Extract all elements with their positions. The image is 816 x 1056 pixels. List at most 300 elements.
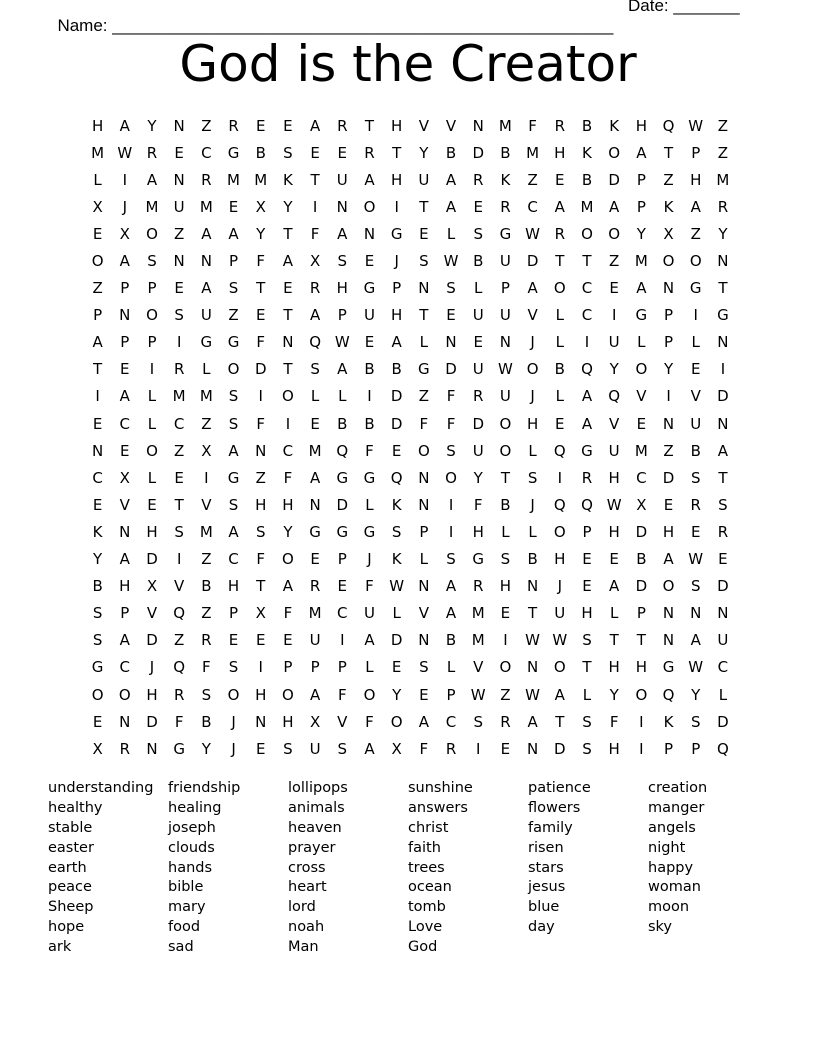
grid-letter: O	[282, 685, 294, 704]
grid-letter: G	[390, 224, 403, 243]
grid-letter: M	[634, 441, 648, 460]
grid-letter: P	[337, 550, 347, 569]
grid-letter: T	[93, 360, 103, 379]
grid-letter: E	[283, 279, 293, 298]
grid-letter: H	[391, 170, 403, 189]
grid-letter: Z	[92, 279, 103, 298]
grid-letter: V	[636, 387, 647, 406]
grid-letter: J	[530, 333, 535, 352]
grid-letter: Q	[309, 333, 321, 352]
name-field-label: Name: _____________________________________________________	[57, 16, 614, 35]
grid-letter: G	[363, 522, 376, 541]
grid-letter: S	[446, 441, 456, 460]
grid-letter: O	[553, 658, 566, 677]
grid-letter: E	[92, 224, 103, 243]
grid-letter: P	[93, 306, 103, 325]
grid-letter: M	[634, 252, 648, 271]
grid-letter: G	[173, 739, 185, 758]
grid-letter: H	[391, 306, 403, 325]
grid-letter: P	[392, 279, 402, 298]
grid-letter: F	[446, 387, 456, 406]
grid-letter: D	[390, 414, 403, 433]
grid-letter: B	[201, 712, 212, 731]
word-list-item: noah	[288, 919, 325, 936]
grid-letter: N	[662, 604, 675, 623]
grid-letter: F	[419, 739, 429, 758]
word-list-item: sunshine	[408, 780, 473, 796]
grid-letter: A	[119, 631, 130, 650]
grid-letter: N	[662, 279, 675, 298]
grid-letter: N	[255, 712, 267, 731]
grid-letter: K	[609, 116, 620, 135]
grid-letter: X	[636, 495, 647, 514]
grid-letter: P	[337, 306, 347, 325]
grid-letter: E	[391, 658, 402, 677]
grid-letter: E	[473, 197, 483, 216]
word-list-item: bible	[168, 879, 204, 896]
grid-letter: H	[255, 495, 267, 514]
grid-letter: O	[363, 685, 376, 704]
grid-letter: M	[580, 197, 594, 216]
grid-letter: J	[231, 739, 236, 758]
word-list-item: healthy	[48, 799, 103, 816]
grid-letter: E	[92, 712, 103, 731]
grid-letter: B	[201, 577, 212, 596]
grid-letter: T	[256, 577, 266, 596]
grid-letter: H	[282, 712, 294, 731]
grid-letter: O	[118, 685, 131, 704]
grid-letter: S	[718, 495, 728, 514]
grid-letter: A	[445, 197, 457, 216]
grid-letter: I	[720, 360, 726, 379]
grid-letter: H	[635, 658, 647, 677]
grid-letter: V	[445, 116, 457, 135]
grid-letter: H	[690, 170, 702, 189]
header-fields	[48, 0, 748, 35]
grid-letter: P	[664, 306, 674, 325]
grid-letter: D	[635, 522, 648, 541]
grid-letter: Z	[201, 414, 212, 433]
grid-letter: R	[337, 116, 348, 135]
grid-letter: N	[690, 604, 702, 623]
grid-letter: E	[310, 414, 320, 433]
grid-letter: Y	[201, 739, 211, 758]
word-list-item: patience	[528, 780, 591, 796]
grid-letter: H	[608, 739, 620, 758]
grid-letter: E	[310, 550, 320, 569]
grid-letter: G	[227, 468, 240, 487]
grid-letter: U	[418, 170, 430, 189]
grid-letter: T	[283, 360, 293, 379]
grid-letter: A	[228, 441, 239, 460]
grid-letter: D	[526, 252, 539, 271]
grid-letter: I	[285, 414, 291, 433]
grid-letter: H	[336, 279, 348, 298]
word-list-item: heart	[288, 879, 327, 896]
grid-letter: H	[526, 414, 539, 433]
grid-letter: Q	[390, 468, 403, 487]
grid-letter: C	[717, 658, 729, 677]
grid-letter: I	[639, 712, 644, 731]
word-list-item: sad	[168, 939, 194, 956]
grid-letter: A	[119, 550, 130, 569]
grid-letter: Y	[147, 116, 157, 135]
grid-letter: L	[147, 414, 157, 433]
grid-letter: R	[119, 739, 130, 758]
grid-letter: D	[390, 631, 403, 650]
grid-letter: C	[228, 550, 239, 569]
grid-letter: X	[119, 468, 130, 487]
grid-letter: B	[500, 143, 511, 162]
word-list-item: hands	[168, 859, 213, 876]
grid-letter: I	[448, 522, 454, 541]
grid-letter: X	[391, 739, 402, 758]
grid-letter: M	[308, 604, 322, 623]
grid-letter: M	[199, 387, 213, 406]
grid-letter: A	[690, 631, 701, 650]
grid-letter: D	[472, 414, 484, 433]
grid-letter: S	[228, 279, 239, 298]
grid-letter: B	[527, 550, 538, 569]
grid-letter: N	[445, 333, 457, 352]
grid-letter: U	[608, 441, 620, 460]
grid-letter: T	[609, 631, 619, 650]
word-list-item: ark	[48, 939, 72, 956]
grid-letter: E	[337, 577, 348, 596]
grid-letter: N	[526, 739, 539, 758]
grid-letter: S	[473, 712, 483, 731]
grid-letter: S	[92, 631, 103, 650]
grid-letter: O	[526, 360, 539, 379]
grid-letter: L	[609, 604, 619, 623]
grid-letter: E	[690, 360, 701, 379]
grid-letter: U	[499, 252, 511, 271]
grid-letter: B	[255, 143, 266, 162]
grid-letter: W	[470, 685, 486, 704]
grid-letter: N	[717, 414, 729, 433]
grid-letter: E	[255, 116, 266, 135]
grid-letter: A	[92, 333, 103, 352]
grid-letter: O	[227, 685, 240, 704]
grid-letter: G	[418, 360, 430, 379]
word-list-item: moon	[648, 899, 690, 916]
word-column	[528, 779, 648, 958]
grid-letter: Q	[173, 604, 186, 623]
grid-letter: P	[310, 658, 320, 677]
grid-letter: L	[637, 333, 646, 352]
grid-letter: G	[336, 468, 349, 487]
grid-letter: I	[176, 333, 182, 352]
grid-letter: V	[418, 116, 429, 135]
grid-letter: N	[717, 604, 729, 623]
grid-letter: P	[120, 279, 130, 298]
grid-letter: W	[525, 631, 541, 650]
grid-letter: U	[554, 604, 566, 623]
grid-letter: L	[555, 387, 564, 406]
grid-letter: G	[689, 279, 702, 298]
grid-letter: R	[473, 577, 484, 596]
grid-letter: E	[174, 468, 184, 487]
grid-letter: V	[527, 306, 538, 325]
word-list-item: heaven	[288, 819, 342, 836]
grid-letter: O	[662, 252, 675, 271]
grid-letter: Q	[581, 360, 593, 379]
grid-letter: O	[499, 441, 512, 460]
grid-letter: O	[662, 577, 675, 596]
grid-letter: T	[555, 252, 565, 271]
grid-letter: O	[608, 143, 621, 162]
grid-letter: A	[201, 224, 212, 243]
grid-letter: S	[283, 739, 293, 758]
grid-letter: R	[473, 387, 484, 406]
grid-letter: R	[581, 468, 593, 487]
grid-letter: S	[174, 306, 184, 325]
grid-letter: K	[663, 197, 674, 216]
grid-letter: D	[336, 495, 349, 514]
grid-letter: M	[716, 170, 730, 189]
grid-letter: Q	[336, 441, 349, 460]
grid-letter: Z	[174, 224, 185, 243]
grid-letter: Z	[663, 441, 674, 460]
grid-letter: W	[606, 495, 622, 514]
grid-letter: R	[554, 224, 565, 243]
grid-letter: A	[527, 712, 538, 731]
grid-letter: M	[172, 387, 186, 406]
grid-letter: I	[448, 495, 454, 514]
grid-letter: E	[500, 739, 511, 758]
grid-letter: W	[389, 577, 405, 596]
grid-letter: A	[364, 170, 375, 189]
grid-letter: D	[445, 360, 457, 379]
grid-letter: P	[147, 279, 157, 298]
grid-letter: O	[146, 441, 158, 460]
grid-letter: F	[473, 495, 483, 514]
grid-letter: Y	[256, 224, 266, 243]
grid-letter: I	[95, 387, 100, 406]
grid-letter: P	[636, 170, 646, 189]
grid-letter: M	[498, 116, 512, 135]
word-list-item: answers	[408, 799, 468, 816]
grid-letter: U	[309, 631, 321, 650]
grid-letter: S	[527, 468, 538, 487]
grid-letter: O	[553, 279, 566, 298]
grid-letter: Z	[609, 252, 620, 271]
grid-letter: F	[419, 414, 429, 433]
word-list-item: clouds	[168, 839, 215, 856]
grid-letter: M	[471, 631, 485, 650]
grid-letter: H	[608, 468, 620, 487]
grid-letter: Q	[717, 739, 729, 758]
grid-letter: N	[363, 224, 376, 243]
grid-letter: T	[283, 224, 293, 243]
grid-letter: Q	[608, 387, 621, 406]
grid-letter: E	[255, 631, 266, 650]
grid-letter: S	[228, 414, 239, 433]
grid-letter: Y	[636, 224, 646, 243]
grid-letter: U	[690, 414, 702, 433]
grid-letter: B	[473, 252, 484, 271]
grid-letter: W	[497, 360, 513, 379]
grid-letter: Z	[500, 685, 511, 704]
grid-letter: A	[282, 252, 294, 271]
grid-letter: T	[256, 279, 266, 298]
grid-letter: W	[688, 550, 704, 569]
grid-letter: U	[200, 306, 212, 325]
grid-letter: S	[391, 522, 402, 541]
grid-letter: S	[310, 360, 320, 379]
grid-letter: T	[392, 143, 402, 162]
grid-letter: E	[120, 441, 130, 460]
grid-letter: S	[582, 631, 592, 650]
grid-letter: L	[419, 550, 429, 569]
grid-letter: T	[555, 712, 565, 731]
grid-letter: F	[310, 224, 320, 243]
grid-letter: J	[530, 495, 535, 514]
grid-letter: O	[553, 522, 566, 541]
word-list-item: woman	[648, 879, 701, 896]
grid-letter: S	[446, 279, 456, 298]
grid-letter: P	[691, 739, 701, 758]
grid-letter: N	[173, 116, 185, 135]
grid-letter: G	[227, 143, 240, 162]
grid-letter: N	[662, 414, 675, 433]
grid-letter: D	[472, 143, 484, 162]
grid-letter: G	[309, 522, 321, 541]
word-list-item: food	[168, 919, 201, 936]
grid-letter: O	[282, 387, 294, 406]
grid-letter: S	[337, 252, 348, 271]
grid-letter: S	[337, 739, 348, 758]
word-list-item: lord	[288, 899, 316, 916]
grid-letter: Y	[691, 685, 701, 704]
grid-letter: T	[419, 306, 429, 325]
grid-letter: J	[149, 658, 155, 677]
grid-letter: S	[419, 658, 429, 677]
grid-letter: O	[581, 224, 593, 243]
grid-letter: A	[201, 279, 212, 298]
grid-letter: N	[119, 306, 131, 325]
grid-letter: D	[146, 631, 158, 650]
grid-letter: V	[337, 712, 348, 731]
grid-letter: F	[256, 333, 266, 352]
grid-letter: G	[363, 468, 376, 487]
grid-letter: D	[717, 387, 729, 406]
grid-letter: E	[582, 577, 592, 596]
grid-letter: S	[582, 712, 592, 731]
grid-letter: U	[173, 197, 185, 216]
word-list-item: Sheep	[48, 899, 94, 916]
grid-letter: Q	[581, 495, 593, 514]
grid-letter: S	[174, 522, 184, 541]
grid-letter: I	[258, 387, 263, 406]
grid-letter: R	[309, 577, 321, 596]
grid-letter: T	[174, 495, 184, 514]
grid-letter: E	[228, 631, 239, 650]
grid-letter: H	[608, 658, 620, 677]
word-list-item: Love	[408, 919, 443, 936]
grid-letter: F	[609, 712, 619, 731]
grid-letter: B	[445, 143, 457, 162]
grid-letter: P	[636, 604, 646, 623]
grid-letter: K	[500, 170, 511, 189]
grid-letter: L	[528, 522, 537, 541]
word-list-item: night	[648, 839, 686, 856]
grid-letter: E	[636, 414, 647, 433]
grid-letter: F	[337, 685, 347, 704]
grid-letter: L	[202, 360, 211, 379]
grid-letter: K	[92, 522, 103, 541]
grid-letter: E	[228, 197, 239, 216]
grid-letter: I	[584, 333, 590, 352]
grid-letter: E	[120, 360, 130, 379]
grid-letter: Q	[553, 495, 566, 514]
grid-letter: L	[392, 604, 401, 623]
grid-letter: O	[363, 197, 376, 216]
grid-letter: I	[367, 387, 372, 406]
grid-letter: D	[146, 712, 158, 731]
grid-letter: I	[258, 658, 263, 677]
grid-letter: D	[635, 577, 648, 596]
grid-letter: X	[663, 224, 674, 243]
grid-letter: A	[282, 577, 294, 596]
grid-letter: V	[690, 387, 701, 406]
grid-letter: Z	[228, 306, 239, 325]
grid-letter: R	[473, 170, 484, 189]
grid-letter: O	[91, 685, 104, 704]
word-list-item: faith	[408, 839, 441, 856]
word-list-item: understanding	[48, 780, 154, 796]
grid-letter: Y	[609, 360, 619, 379]
word-list-item: tomb	[408, 899, 446, 916]
grid-letter: L	[310, 387, 320, 406]
grid-letter: H	[635, 116, 647, 135]
grid-letter: R	[228, 116, 239, 135]
grid-letter: N	[418, 468, 430, 487]
grid-letter: A	[445, 577, 457, 596]
grid-letter: A	[364, 739, 375, 758]
grid-letter: O	[146, 306, 158, 325]
grid-letter: K	[663, 712, 674, 731]
grid-letter: S	[255, 522, 266, 541]
grid-letter: T	[718, 468, 728, 487]
grid-letter: I	[611, 306, 617, 325]
grid-letter: S	[690, 468, 701, 487]
grid-letter: F	[256, 550, 266, 569]
grid-letter: L	[147, 468, 157, 487]
grid-letter: J	[557, 577, 562, 596]
grid-letter: Z	[174, 631, 185, 650]
grid-letter: P	[691, 143, 701, 162]
grid-letter: K	[582, 143, 592, 162]
grid-letter: Y	[392, 685, 402, 704]
grid-letter: L	[93, 170, 102, 189]
grid-letter: P	[120, 333, 130, 352]
grid-letter: P	[446, 685, 456, 704]
grid-letter: Q	[553, 441, 566, 460]
grid-letter: B	[445, 631, 457, 650]
grid-letter: B	[337, 414, 348, 433]
grid-letter: I	[476, 739, 481, 758]
grid-letter: Z	[201, 550, 212, 569]
grid-letter: T	[310, 170, 320, 189]
grid-letter: W	[688, 658, 704, 677]
grid-letter: A	[119, 116, 130, 135]
grid-letter: P	[500, 279, 510, 298]
grid-letter: U	[472, 306, 484, 325]
grid-letter: E	[174, 279, 184, 298]
grid-letter: R	[690, 495, 701, 514]
grid-letter: X	[255, 197, 266, 216]
